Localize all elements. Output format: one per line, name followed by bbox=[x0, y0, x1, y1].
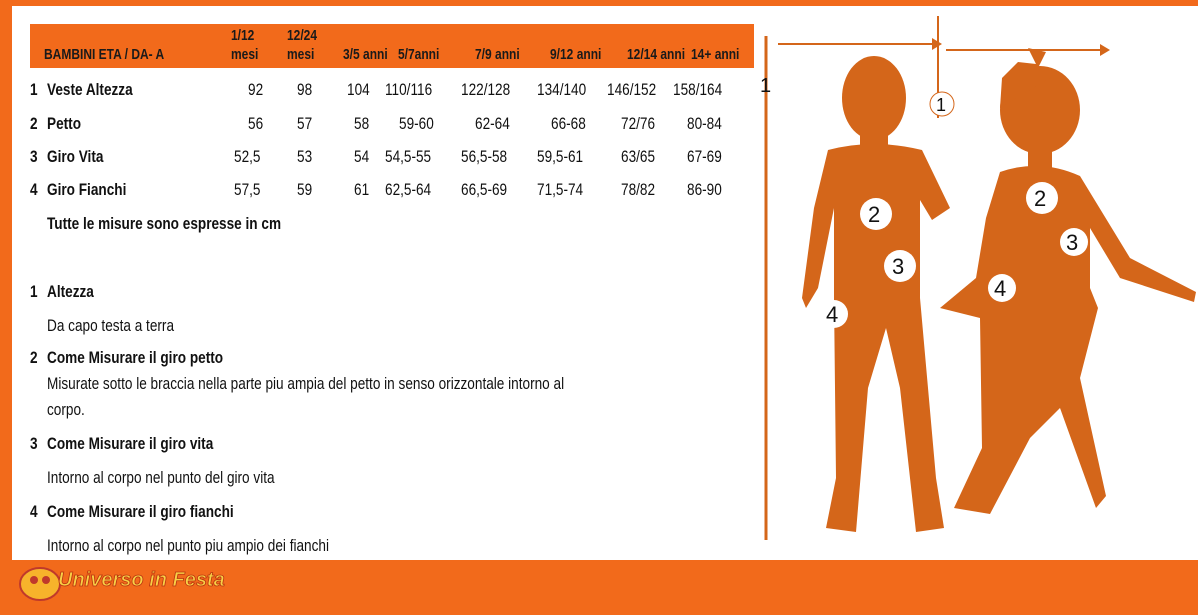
table-cell: 54 bbox=[354, 147, 370, 166]
instruction-2-body-line2: corpo. bbox=[47, 400, 85, 419]
instruction-1-number: 1 bbox=[30, 282, 38, 301]
table-cell: 92 bbox=[248, 80, 264, 99]
table-cell: 71,5-74 bbox=[537, 180, 584, 199]
marker-4-girl: 4 bbox=[994, 276, 1007, 301]
table-cell: 59 bbox=[297, 180, 313, 199]
header-col-2-line2: mesi bbox=[287, 46, 315, 63]
row-number: 4 bbox=[30, 180, 38, 199]
marker-3-girl: 3 bbox=[1066, 230, 1079, 255]
header-col-3: 3/5 anni bbox=[343, 46, 388, 63]
table-cell: 58 bbox=[354, 114, 370, 133]
marker-3-boy: 3 bbox=[892, 254, 905, 279]
table-cell: 122/128 bbox=[461, 80, 511, 99]
row-label: Giro Fianchi bbox=[47, 180, 127, 199]
table-cell: 59,5-61 bbox=[537, 147, 584, 166]
marker-1-girl: 1 bbox=[936, 95, 947, 115]
marker-2-boy: 2 bbox=[868, 202, 881, 227]
row-number: 2 bbox=[30, 114, 38, 133]
table-cell: 54,5-55 bbox=[385, 147, 432, 166]
children-silhouette-figure bbox=[760, 8, 1198, 560]
instruction-4-title: Come Misurare il giro fianchi bbox=[47, 502, 234, 521]
instruction-4-number: 4 bbox=[30, 502, 38, 521]
marker-2-girl: 2 bbox=[1034, 186, 1047, 211]
table-cell: 80-84 bbox=[687, 114, 722, 133]
header-col-1-line1: 1/12 bbox=[231, 27, 255, 44]
table-cell: 134/140 bbox=[537, 80, 587, 99]
instruction-3-number: 3 bbox=[30, 434, 38, 453]
table-cell: 98 bbox=[297, 80, 313, 99]
instruction-3-body: Intorno al corpo nel punto del giro vita bbox=[47, 468, 275, 487]
table-cell: 86-90 bbox=[687, 180, 722, 199]
table-cell: 63/65 bbox=[621, 147, 656, 166]
header-col-8: 14+ anni bbox=[691, 46, 740, 63]
table-cell: 53 bbox=[297, 147, 313, 166]
marker-4-boy: 4 bbox=[826, 302, 839, 327]
table-cell: 110/116 bbox=[385, 80, 433, 99]
instruction-3-title: Come Misurare il giro vita bbox=[47, 434, 214, 453]
table-cell: 61 bbox=[354, 180, 370, 199]
row-number: 1 bbox=[30, 80, 38, 99]
header-col-4: 5/7anni bbox=[398, 46, 440, 63]
table-cell: 62-64 bbox=[475, 114, 510, 133]
table-cell: 67-69 bbox=[687, 147, 722, 166]
instruction-1-title: Altezza bbox=[47, 282, 94, 301]
table-cell: 56 bbox=[248, 114, 264, 133]
row-label: Giro Vita bbox=[47, 147, 104, 166]
header-col-5: 7/9 anni bbox=[475, 46, 520, 63]
units-note: Tutte le misure sono espresse in cm bbox=[47, 214, 282, 233]
table-cell: 59-60 bbox=[399, 114, 434, 133]
instruction-4-body: Intorno al corpo nel punto piu ampio dei fianchi bbox=[47, 536, 330, 555]
table-cell: 104 bbox=[347, 80, 370, 99]
instruction-1-body: Da capo testa a terra bbox=[47, 316, 175, 335]
table-cell: 57,5 bbox=[234, 180, 261, 199]
table-cell: 66-68 bbox=[551, 114, 586, 133]
girl-silhouette bbox=[940, 48, 1196, 514]
header-age-label: BAMBINI ETA / DA- A bbox=[44, 46, 165, 63]
logo bbox=[14, 562, 274, 613]
header-col-2-line1: 12/24 bbox=[287, 27, 318, 44]
instruction-2-number: 2 bbox=[30, 348, 38, 367]
marker-1-left: 1 bbox=[760, 75, 772, 97]
table-cell: 72/76 bbox=[621, 114, 656, 133]
header-col-6: 9/12 anni bbox=[550, 46, 602, 63]
table-cell: 146/152 bbox=[607, 80, 657, 99]
table-cell: 62,5-64 bbox=[385, 180, 432, 199]
row-number: 3 bbox=[30, 147, 38, 166]
row-label: Veste Altezza bbox=[47, 80, 133, 99]
logo-mascot-icon bbox=[20, 568, 60, 600]
table-cell: 158/164 bbox=[673, 80, 723, 99]
instruction-2-body-line1: Misurate sotto le braccia nella parte piu ampia del petto in senso orizzontale intorno al bbox=[47, 374, 565, 393]
table-header bbox=[30, 24, 754, 68]
header-col-1-line2: mesi bbox=[231, 46, 259, 63]
logo-text: Universo in Festa bbox=[58, 569, 225, 591]
instruction-2-title: Come Misurare il giro petto bbox=[47, 348, 224, 367]
table-cell: 57 bbox=[297, 114, 313, 133]
boy-silhouette bbox=[802, 56, 950, 532]
row-label: Petto bbox=[47, 114, 81, 133]
table-cell: 78/82 bbox=[621, 180, 656, 199]
table-cell: 56,5-58 bbox=[461, 147, 508, 166]
header-col-7: 12/14 anni bbox=[627, 46, 686, 63]
table-cell: 66,5-69 bbox=[461, 180, 508, 199]
table-cell: 52,5 bbox=[234, 147, 261, 166]
